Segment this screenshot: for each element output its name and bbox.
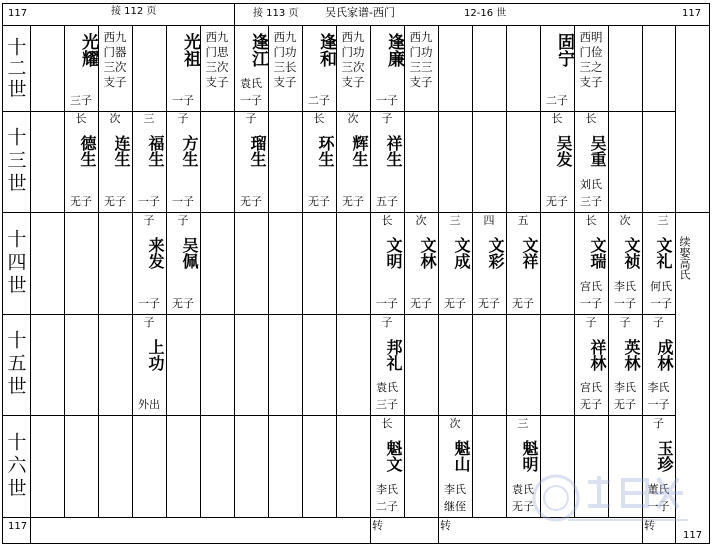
entry-order: 四 xyxy=(483,214,495,227)
entry-name: 方生 xyxy=(180,135,199,167)
entry-spouse: 刘氏 xyxy=(580,178,602,191)
entry-note: 五子 xyxy=(376,195,398,208)
entry-name: 吴发 xyxy=(554,135,573,167)
entry-name: 文明 xyxy=(384,237,403,269)
generation-13-label: 十三世 xyxy=(4,127,27,196)
entry-order: 子 xyxy=(143,214,155,227)
entry-order: 子 xyxy=(245,112,257,125)
entry-note: 一子 xyxy=(650,297,672,310)
entry-name: 吴重 xyxy=(588,135,607,167)
entry-note: 三子 xyxy=(70,94,92,107)
entry-order: 子 xyxy=(585,316,597,329)
entry-note: 外出 xyxy=(138,398,160,411)
entry-name: 邦礼 xyxy=(384,339,403,371)
entry-order: 长 xyxy=(381,214,393,227)
entry-order: 子 xyxy=(177,214,189,227)
entry-order: 长 xyxy=(585,112,597,125)
entry-note: 一子 xyxy=(647,398,670,411)
entry-note: 无子 xyxy=(546,195,568,208)
entry-note: 一子 xyxy=(172,195,194,208)
entry-spouse: 袁氏 xyxy=(376,381,398,394)
entry-name: 连生 xyxy=(112,135,131,167)
entry-note: 二子 xyxy=(308,94,330,107)
entry-name: 逢廉 xyxy=(384,33,404,67)
entry-name: 文成 xyxy=(452,237,471,269)
entry-name: 瑠生 xyxy=(248,135,267,167)
entry-name: 魁明 xyxy=(520,440,539,472)
entry-order: 次 xyxy=(347,112,359,125)
transfer-mark[interactable]: 转 xyxy=(440,519,451,532)
entry-remark: 续娶高氏 xyxy=(678,236,691,280)
entry-note: 无子 xyxy=(478,297,500,310)
entry-order: 次 xyxy=(619,214,631,227)
entry-order: 长 xyxy=(75,112,87,125)
branch-note: 西九门功三三支子 xyxy=(409,30,433,89)
entry-name: 文祯 xyxy=(622,237,641,269)
entry-order: 次 xyxy=(415,214,427,227)
transfer-mark[interactable]: 转 xyxy=(372,519,383,532)
entry-name: 祥生 xyxy=(384,135,403,167)
entry-note: 继侄 xyxy=(444,500,466,513)
entry-note: 无子 xyxy=(240,195,262,208)
entry-note: 无子 xyxy=(580,398,602,411)
entry-order: 长 xyxy=(551,112,563,125)
entry-name: 环生 xyxy=(316,135,335,167)
branch-note: 西九门功三次支子 xyxy=(341,30,365,89)
header-link-next[interactable]: 接 113 页 xyxy=(253,8,299,19)
entry-note: 无子 xyxy=(512,500,534,513)
entry-name: 德生 xyxy=(78,135,97,167)
entry-order: 三 xyxy=(143,112,155,125)
branch-note: 西九门思三次支子 xyxy=(205,30,229,89)
entry-spouse: 董氏 xyxy=(647,483,670,496)
footer-page-left: 117 xyxy=(8,521,28,532)
generation-14-label: 十四世 xyxy=(4,228,27,298)
entry-note: 三子 xyxy=(580,195,602,208)
entry-order: 长 xyxy=(313,112,325,125)
entry-name: 福生 xyxy=(146,135,165,167)
generation-12-label: 十二世 xyxy=(4,36,27,100)
entry-name: 文林 xyxy=(418,237,437,269)
entry-order: 子 xyxy=(381,112,393,125)
entry-note: 一子 xyxy=(138,195,160,208)
entry-order: 子 xyxy=(381,316,393,329)
entry-name: 祥林 xyxy=(588,339,607,371)
entry-name: 成林 xyxy=(655,339,674,371)
entry-name: 玉珍 xyxy=(655,440,674,472)
entry-name: 逢和 xyxy=(316,33,336,67)
entry-note: 一子 xyxy=(580,297,602,310)
entry-note: 一子 xyxy=(647,500,670,513)
entry-spouse: 宫氏 xyxy=(580,381,602,394)
watermark-logo xyxy=(528,462,706,532)
entry-name: 魁山 xyxy=(452,440,471,472)
entry-order: 子 xyxy=(653,316,664,329)
footer-page-right: 117 xyxy=(683,530,703,541)
entry-order: 长 xyxy=(585,214,597,227)
entry-note: 一子 xyxy=(376,94,398,107)
entry-note: 一子 xyxy=(138,297,160,310)
entry-name: 文瑞 xyxy=(588,237,607,269)
entry-note: 一子 xyxy=(172,94,194,107)
entry-order: 次 xyxy=(109,112,121,125)
entry-spouse: 袁氏 xyxy=(240,77,262,90)
entry-note: 无子 xyxy=(172,297,194,310)
entry-note: 无子 xyxy=(614,398,636,411)
entry-note: 二子 xyxy=(376,500,398,513)
entry-order: 长 xyxy=(381,417,393,430)
entry-note: 无子 xyxy=(444,297,466,310)
entry-note: 无子 xyxy=(342,195,364,208)
entry-spouse: 宫氏 xyxy=(580,280,602,293)
entry-spouse: 李氏 xyxy=(614,381,636,394)
entry-order: 三 xyxy=(657,214,669,227)
entry-spouse: 李氏 xyxy=(647,381,670,394)
entry-name: 逢江 xyxy=(248,33,268,67)
page-title: 吴氏家谱-西门 xyxy=(325,6,395,19)
entry-order: 子 xyxy=(143,316,155,329)
entry-note: 无子 xyxy=(70,195,92,208)
entry-name: 文礼 xyxy=(654,237,673,269)
entry-order: 三 xyxy=(449,214,461,227)
branch-note: 西九门功三长支子 xyxy=(273,30,297,89)
entry-name: 上功 xyxy=(146,339,165,371)
entry-order: 子 xyxy=(177,112,189,125)
entry-name: 吴佩 xyxy=(180,237,199,269)
branch-note: 西九门器三次支子 xyxy=(103,30,127,89)
entry-note: 无子 xyxy=(308,195,330,208)
header-page-right: 117 xyxy=(682,8,702,19)
entry-order: 次 xyxy=(449,417,461,430)
entry-name: 光祖 xyxy=(180,33,200,67)
header-range: 12-16 世 xyxy=(464,8,507,19)
entry-spouse: 袁氏 xyxy=(512,483,534,496)
entry-spouse: 李氏 xyxy=(376,483,398,496)
entry-order: 三 xyxy=(517,417,529,430)
entry-note: 无子 xyxy=(410,297,432,310)
entry-note: 无子 xyxy=(104,195,126,208)
entry-order: 五 xyxy=(517,214,529,227)
entry-note: 一子 xyxy=(614,297,636,310)
entry-note: 三子 xyxy=(376,398,398,411)
entry-name: 光耀 xyxy=(78,33,98,67)
entry-order: 子 xyxy=(619,316,631,329)
entry-spouse: 李氏 xyxy=(444,483,466,496)
transfer-mark[interactable]: 转 xyxy=(644,519,655,532)
entry-note: 一子 xyxy=(376,297,398,310)
entry-name: 来发 xyxy=(146,237,165,269)
entry-name: 文祥 xyxy=(520,237,539,269)
entry-name: 魁文 xyxy=(384,440,403,472)
entry-spouse: 何氏 xyxy=(650,280,672,293)
header-link-prev[interactable]: 接 112 页 xyxy=(111,6,157,17)
entry-note: 无子 xyxy=(512,297,534,310)
header-page-left: 117 xyxy=(8,8,28,19)
entry-name: 文彩 xyxy=(486,237,505,269)
entry-spouse: 李氏 xyxy=(614,280,636,293)
entry-name: 固宁 xyxy=(554,33,574,67)
entry-name: 辉生 xyxy=(350,135,369,167)
entry-note: 二子 xyxy=(546,94,568,107)
branch-note: 西明门俭三之支子 xyxy=(579,30,603,89)
generation-15-label: 十五世 xyxy=(4,330,27,399)
entry-order: 子 xyxy=(653,417,664,430)
entry-note: 一子 xyxy=(240,94,262,107)
generation-16-label: 十六世 xyxy=(4,431,27,501)
entry-name: 英林 xyxy=(622,339,641,371)
